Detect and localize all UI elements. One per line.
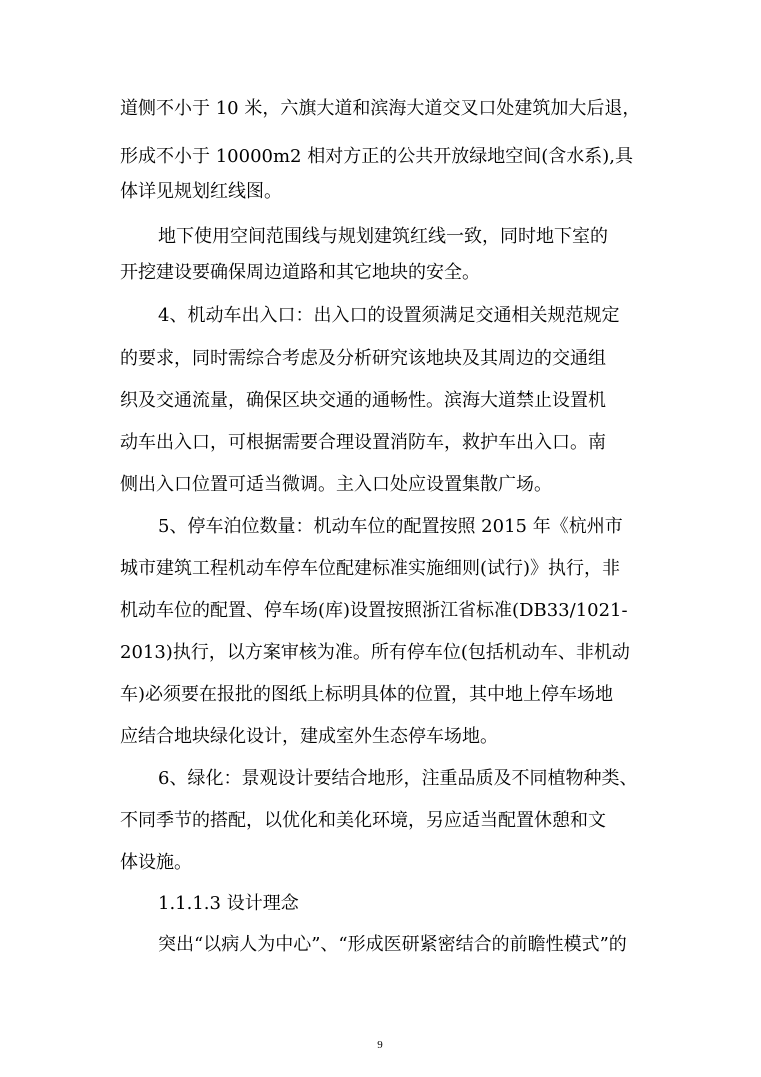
text-line: 动车出入口，可根据需要合理设置消防车，救护车出入口。南: [120, 432, 606, 453]
text-line: 4、机动车出入口：出入口的设置须满足交通相关规范规定: [158, 305, 620, 326]
text-line: 织及交通流量，确保区块交通的通畅性。滨海大道禁止设置机: [120, 390, 606, 411]
text-line: 6、绿化：景观设计要结合地形，注重品质及不同植物种类、: [158, 768, 638, 789]
text-line: 形成不小于 10000m2 相对方正的公共开放绿地空间(含水系),具: [120, 146, 633, 167]
text-line: 5、停车泊位数量：机动车位的配置按照 2015 年《杭州市: [158, 516, 623, 537]
page-number: 9: [377, 1039, 383, 1051]
text-line: 应结合地块绿化设计，建成室外生态停车场地。: [120, 726, 498, 747]
text-line: 侧出入口位置可适当微调。主入口处应设置集散广场。: [120, 474, 552, 495]
text-line: 的要求，同时需综合考虑及分析研究该地块及其周边的交通组: [120, 348, 606, 369]
text-line: 开挖建设要确保周边道路和其它地块的安全。: [120, 262, 480, 283]
section-heading: 1.1.1.3 设计理念: [158, 893, 299, 914]
text-line: 城市建筑工程机动车停车位配建标准实施细则(试行)》执行，非: [120, 558, 621, 579]
text-line: 车)必须要在报批的图纸上标明具体的位置，其中地上停车场地: [120, 684, 614, 705]
text-line: 地下使用空间范围线与规划建筑红线一致，同时地下室的: [158, 226, 608, 247]
text-line: 道侧不小于 10 米，六旗大道和滨海大道交叉口处建筑加大后退，: [120, 98, 641, 119]
text-line: 不同季节的搭配，以优化和美化环境，另应适当配置休憩和文: [120, 810, 606, 831]
text-line: 体设施。: [120, 852, 192, 873]
text-line: 机动车位的配置、停车场(库)设置按照浙江省标准(DB33/1021-: [120, 600, 628, 621]
text-line: 体详见规划红线图。: [120, 181, 282, 202]
text-line: 突出“以病人为中心”、“形成医研紧密结合的前瞻性模式”的: [158, 934, 627, 955]
text-line: 2013)执行，以方案审核为准。所有停车位(包括机动车、非机动: [120, 642, 630, 663]
